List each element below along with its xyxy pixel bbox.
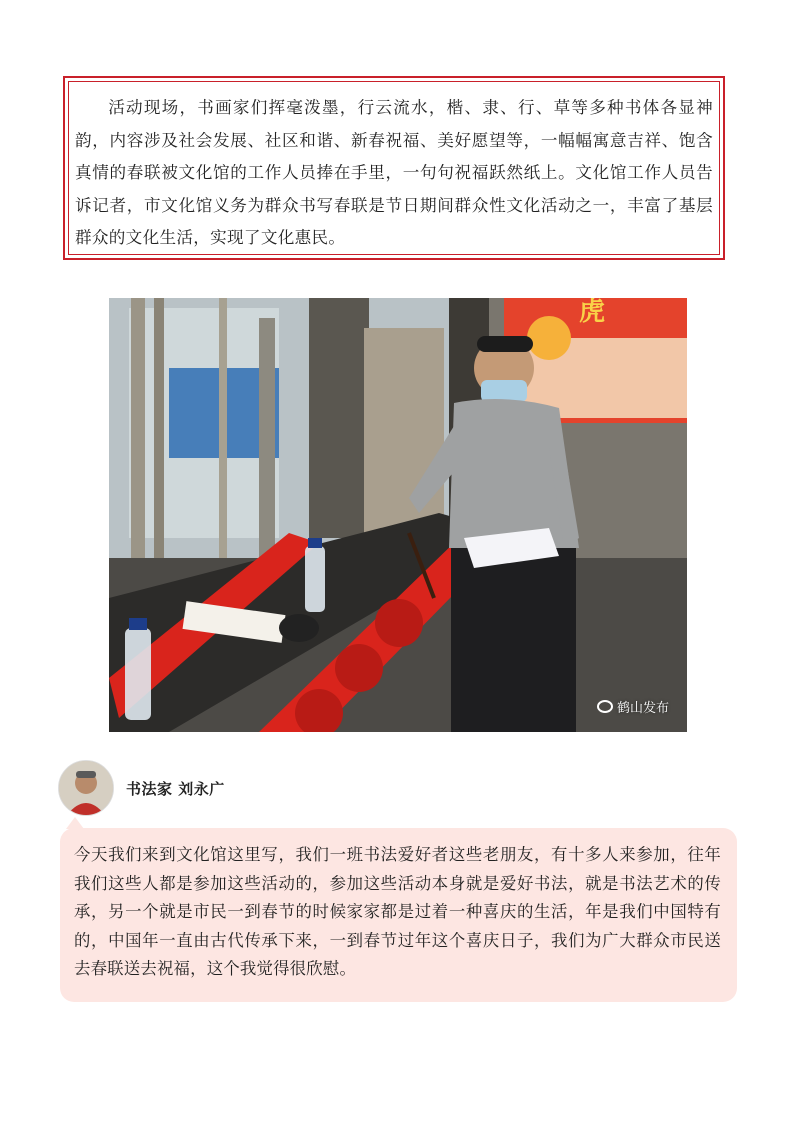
quote-tail (66, 817, 84, 829)
watermark (597, 697, 669, 716)
calligraphy-scene-illustration (109, 298, 687, 732)
speaker-header (58, 760, 225, 816)
intro-paragraph: 活动现场，书画家们挥毫泼墨，行云流水，楷、隶、行、草等多种书体各显神韵，内容涉及社会发展、社区和谐、新春祝福、美好愿望等，一幅幅寓意吉祥、饱含真情的春联被文化馆的工作人员捧在手里，一句句祝福跃然纸上。文化馆工作人员告诉记者，市文化馆义务为群众书写春联是节日期间群众性文化活动之一，丰富了基层群众的文化生活，实现了文化惠民。 (75, 98, 713, 247)
watermark-text: 鹤山发布 (616, 701, 669, 716)
speaker-portrait-icon (59, 761, 113, 815)
speaker-name: 书法家 刘永广 (126, 779, 225, 798)
event-photo (109, 298, 687, 732)
quote-box (60, 828, 737, 1002)
avatar (58, 760, 114, 816)
banner-title-text: 虎 (579, 298, 606, 326)
wechat-icon (597, 700, 613, 713)
quote-text: 今天我们来到文化馆这里写，我们一班书法爱好者这些老朋友，有十多人来参加，往年我们这些人都是参加这些活动的，参加这些活动本身就是爱好书法，就是书法艺术的传承，另一个就是市民一到春节的时候家家都是过着一种喜庆的生活，年是我们中国特有的，中国年一直由古代传承下来，一到春节过年这个喜庆日子，我们为广大群众市民送去春联送去祝福，这个我觉得很欣慰。 (74, 845, 721, 979)
intro-frame (63, 76, 725, 260)
